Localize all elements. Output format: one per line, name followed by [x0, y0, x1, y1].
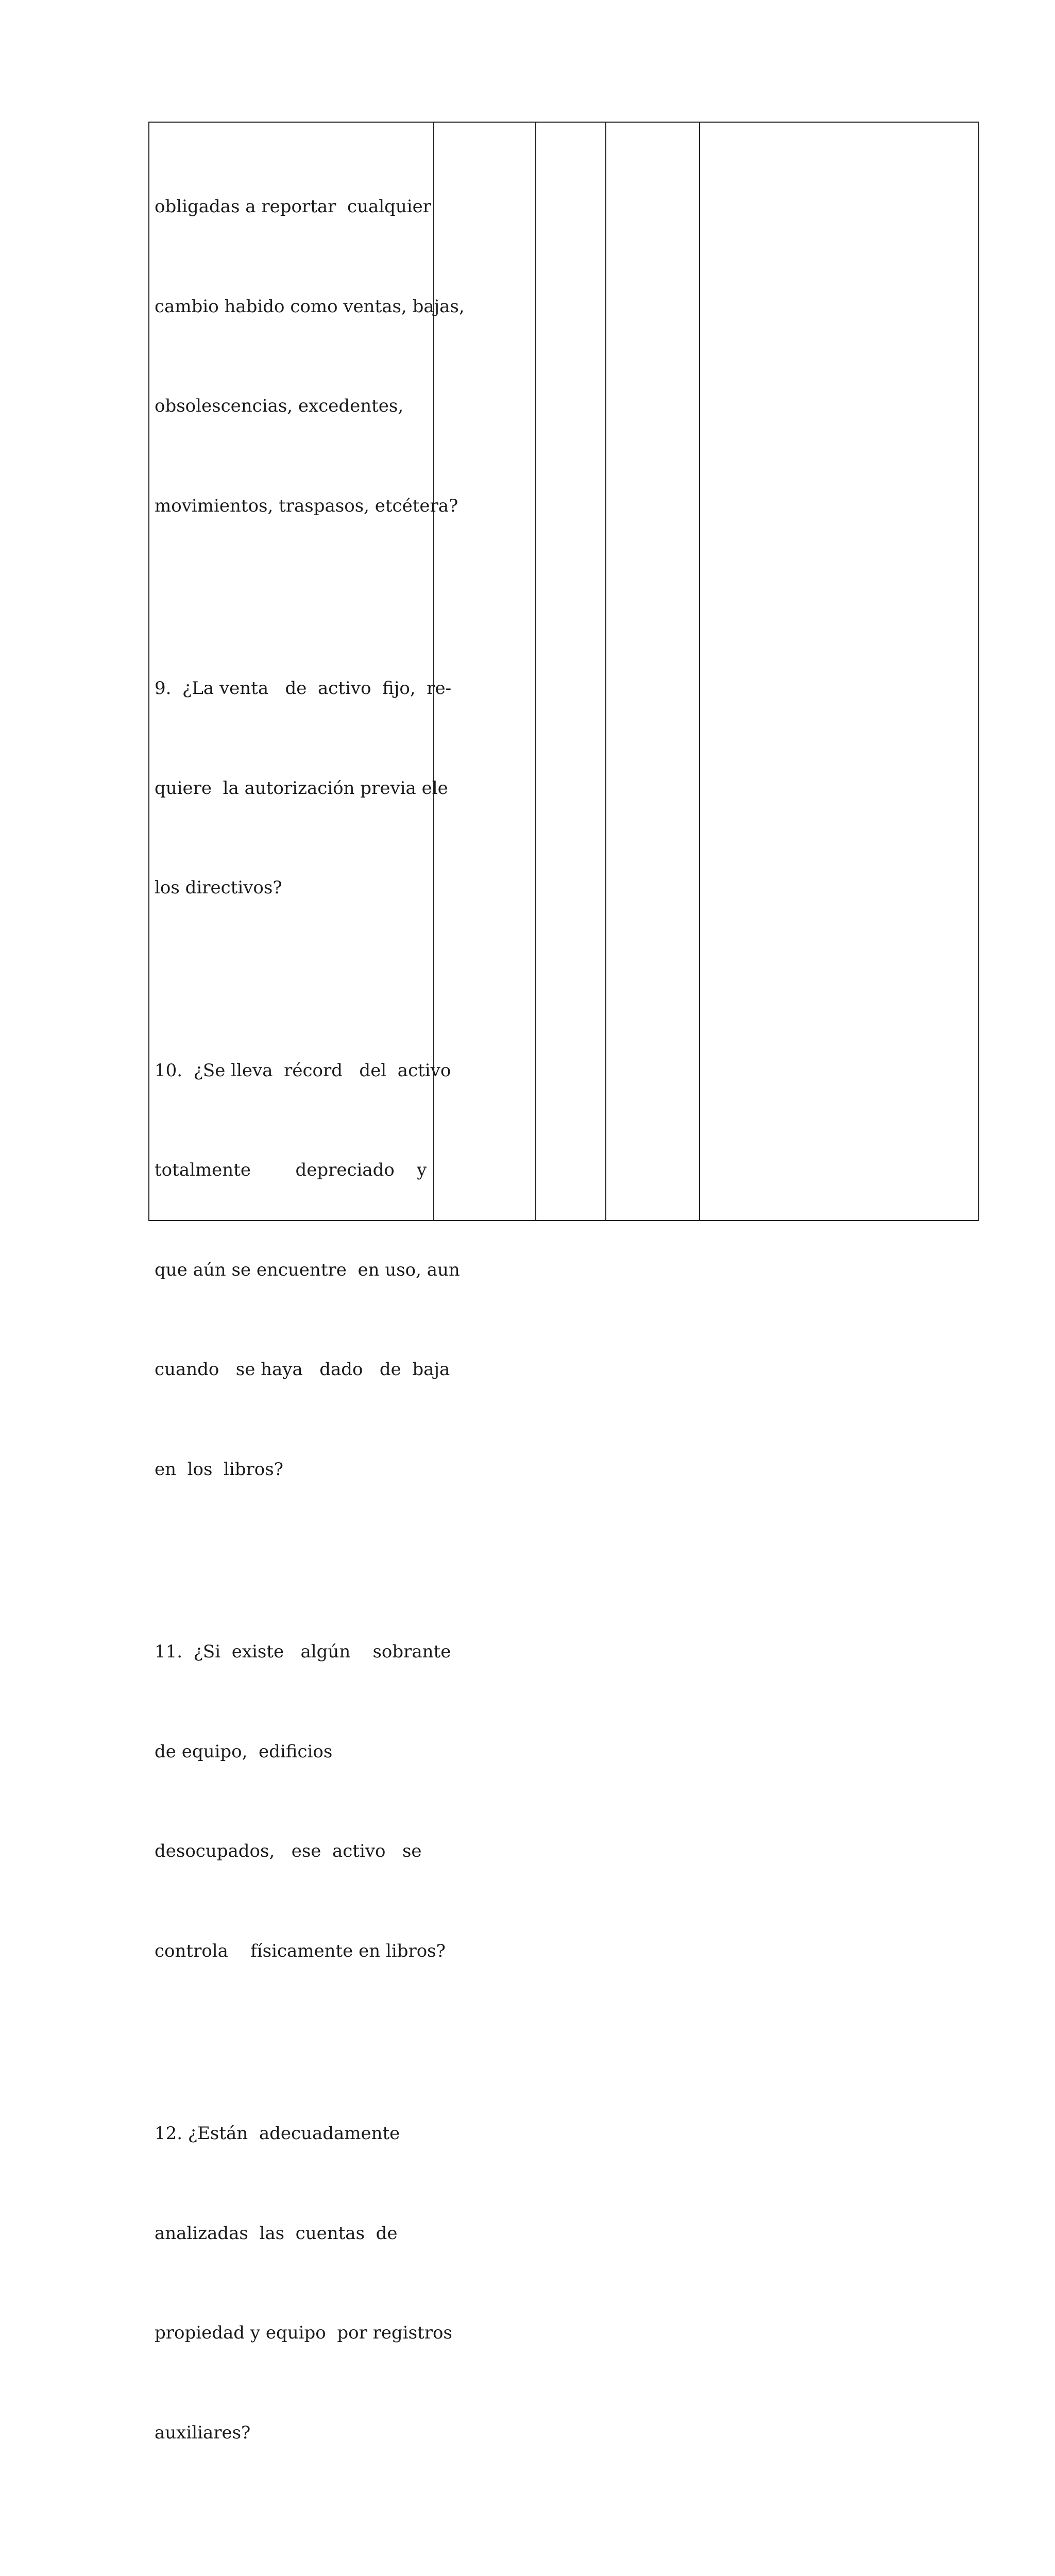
questionnaire-table — [148, 122, 979, 2443]
question-item — [155, 605, 452, 971]
question-line: auxiliares? — [155, 2422, 251, 2443]
question-line: totalmente depreciado y — [155, 1160, 427, 1180]
answer-column-3 — [606, 123, 700, 1220]
question-list — [149, 123, 465, 2576]
question-item — [155, 988, 460, 1553]
question-line: 12. ¿Están adecuadamente — [155, 2123, 400, 2144]
question-line: movimientos, traspasos, etcétera? — [155, 495, 458, 516]
question-line: en los libros? — [155, 1459, 283, 1480]
question-line: obsolescencias, excedentes, — [155, 396, 404, 416]
question-line: 11. ¿Si existe algún sobrante — [155, 1641, 451, 1662]
question-column — [149, 123, 465, 2443]
question-line: los directivos? — [155, 877, 282, 898]
question-item — [155, 2050, 452, 2516]
question-line: propiedad y equipo por registros — [155, 2323, 452, 2343]
question-line: 9. ¿La venta de activo fijo, re- — [155, 678, 452, 699]
question-line: quiere la autorización previa ele — [155, 777, 448, 799]
question-line: que aún se encuentre en uso, aun — [155, 1259, 460, 1280]
answer-column-2 — [536, 123, 606, 1220]
question-line: desocupados, ese activo se — [155, 1841, 422, 1861]
question-item — [155, 124, 465, 589]
question-line: obligadas a reportar cualquier — [155, 196, 432, 217]
question-line: de equipo, edificios — [155, 1741, 333, 1762]
observations-column — [700, 123, 978, 1220]
answer-column-1 — [434, 123, 536, 1220]
question-line: analizadas las cuentas de — [155, 2223, 398, 2244]
question-item — [155, 2532, 428, 2576]
question-line: cambio habido como ventas, bajas, — [155, 296, 465, 317]
question-line: controla físicamente en libros? — [155, 1940, 446, 1961]
question-item — [155, 1569, 451, 2034]
question-line: cuando se haya dado de baja — [155, 1359, 450, 1380]
question-line: 10. ¿Se lleva récord del activo — [155, 1060, 451, 1081]
